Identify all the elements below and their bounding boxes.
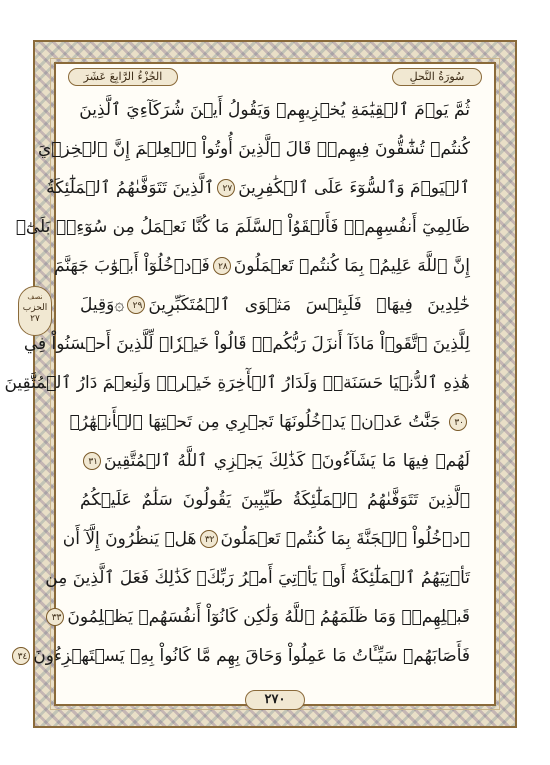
aya-end-marker: ٣٢ — [200, 530, 218, 548]
verse-line — [17, 638, 470, 674]
verse-text: فَأَصَابَهُمۡ سَيِّـَٔاتُ مَا عَمِلُواْ وَحَاقَ بِهِم مَّا كَانُواْ بِهِۦ يَسۡتَهۡزِءُونَ — [33, 646, 470, 666]
aya-end-marker: ٢٩ — [127, 296, 145, 314]
verse-text: كُنتُمۡ تُشَٰٓقُّونَ فِيهِمۡۚ قَالَ ٱلَّذِينَ أُوتُواْ ٱلۡعِلۡمَ إِنَّ ٱلۡخِزۡيَ — [37, 139, 470, 159]
verse-text: ۞وَقِيلَ — [80, 295, 125, 315]
page-header — [60, 68, 490, 88]
aya-end-marker: ٢٧ — [217, 179, 235, 197]
verse-line — [23, 326, 470, 362]
verse-line — [80, 443, 470, 479]
verse-line — [80, 92, 470, 128]
surah-title: سُورَةُ النَّحلِ — [392, 68, 482, 86]
verse-line — [51, 599, 470, 635]
hizb-marker-label: الحزب — [22, 303, 48, 313]
verse-line — [53, 248, 470, 284]
verse-text: ٱلَّذِينَ تَتَوَفَّىٰهُمُ ٱلۡمَلَٰٓئِكَةُ — [46, 178, 215, 198]
verse-text: تَأۡتِيَهُمُ ٱلۡمَلَٰٓئِكَةُ أَوۡ يَأۡتِيَ أَمۡرُ رَبِّكَۚ كَذَٰلِكَ فَعَلَ ٱلَّذِينَ مِن — [45, 568, 470, 588]
verse-line — [80, 287, 470, 323]
aya-end-marker: ٣٣ — [46, 608, 64, 626]
verse-line — [46, 170, 470, 206]
verse-text: لِلَّذِينَ ٱتَّقَوۡاْ مَاذَآ أَنزَلَ رَبُّكُمۡۚ قَالُواْ خَيۡرٗاۗ لِّلَّذِينَ أَحۡسَنُواْ فِي — [23, 334, 470, 354]
verse-text: ٱدۡخُلُواْ ٱلۡجَنَّةَ بِمَا كُنتُمۡ تَعۡمَلُونَ — [220, 529, 470, 549]
verse-line — [4, 365, 470, 401]
verse-text: إِنَّ ٱللَّهَ عَلِيمُۢ بِمَا كُنتُمۡ تَعۡمَلُونَ — [233, 256, 470, 276]
aya-end-marker: ٣١ — [83, 452, 101, 470]
verse-text: ظَالِمِيٓ أَنفُسِهِمۡۖ فَأَلۡقَوُاْ ٱلسَّلَمَ مَا كُنَّا نَعۡمَلُ مِن سُوٓءِۭۚ بَلَىٰٓۚ — [15, 217, 470, 237]
verse-text: هَلۡ يَنظُرُونَ إِلَّآ أَن — [62, 529, 197, 549]
verse-text: ٱلۡيَوۡمَ وَٱلسُّوٓءَ عَلَى ٱلۡكَٰفِرِينَ — [238, 178, 470, 198]
verse-text: هَٰذِهِ ٱلدُّنۡيَا حَسَنَةٞۚ وَلَدَارُ ٱلۡأٓخِرَةِ خَيۡرٞۚ وَلَنِعۡمَ دَارُ ٱلۡمُتَّقِينَ — [4, 373, 470, 393]
verse-text: قَبۡلِهِمۡۚ وَمَا ظَلَمَهُمُ ٱللَّهُ وَلَٰكِن كَانُوٓاْ أَنفُسَهُمۡ يَظۡلِمُونَ — [67, 607, 470, 627]
hizb-marker-number: ٢٧ — [30, 314, 40, 324]
verse-line — [80, 482, 470, 518]
page-number: ٢٧٠ — [245, 690, 305, 710]
aya-end-marker: ٣٤ — [12, 647, 30, 665]
verse-text: خَٰلِدِينَ فِيهَاۖ فَلَبِئۡسَ مَثۡوَى ٱلۡمُتَكَبِّرِينَ — [148, 295, 470, 315]
aya-end-marker: ٣٠ — [449, 413, 467, 431]
verse-text: ٱلَّذِينَ تَتَوَفَّىٰهُمُ ٱلۡمَلَٰٓئِكَةُ طَيِّبِينَ يَقُولُونَ سَلَٰمٌ عَلَيۡكُمُ — [80, 490, 470, 510]
verse-text: فَٱدۡخُلُوٓاْ أَبۡوَٰبَ جَهَنَّمَ — [53, 256, 210, 276]
verse-line — [37, 131, 470, 167]
verse-text: لَهُمۡ فِيهَا مَا يَشَآءُونَۚ كَذَٰلِكَ يَجۡزِي ٱللَّهُ ٱلۡمُتَّقِينَ — [104, 451, 470, 471]
juz-title: الجُزْءُ الرَّابِعَ عَشَرَ — [68, 68, 178, 86]
verse-line — [15, 209, 470, 245]
verse-line — [69, 404, 470, 440]
verse-text: جَنَّٰتُ عَدۡنٖ يَدۡخُلُونَهَا تَجۡرِي مِن تَحۡتِهَا ٱلۡأَنۡهَٰرُۖ — [69, 412, 446, 432]
aya-end-marker: ٢٨ — [213, 257, 231, 275]
verse-line — [45, 560, 470, 596]
verse-line — [62, 521, 470, 557]
verse-text: ثُمَّ يَوۡمَ ٱلۡقِيَٰمَةِ يُخۡزِيهِمۡ وَيَقُولُ أَيۡنَ شُرَكَآءِيَ ٱلَّذِينَ — [79, 100, 470, 120]
hizb-marker-fraction: نصف — [27, 293, 43, 301]
